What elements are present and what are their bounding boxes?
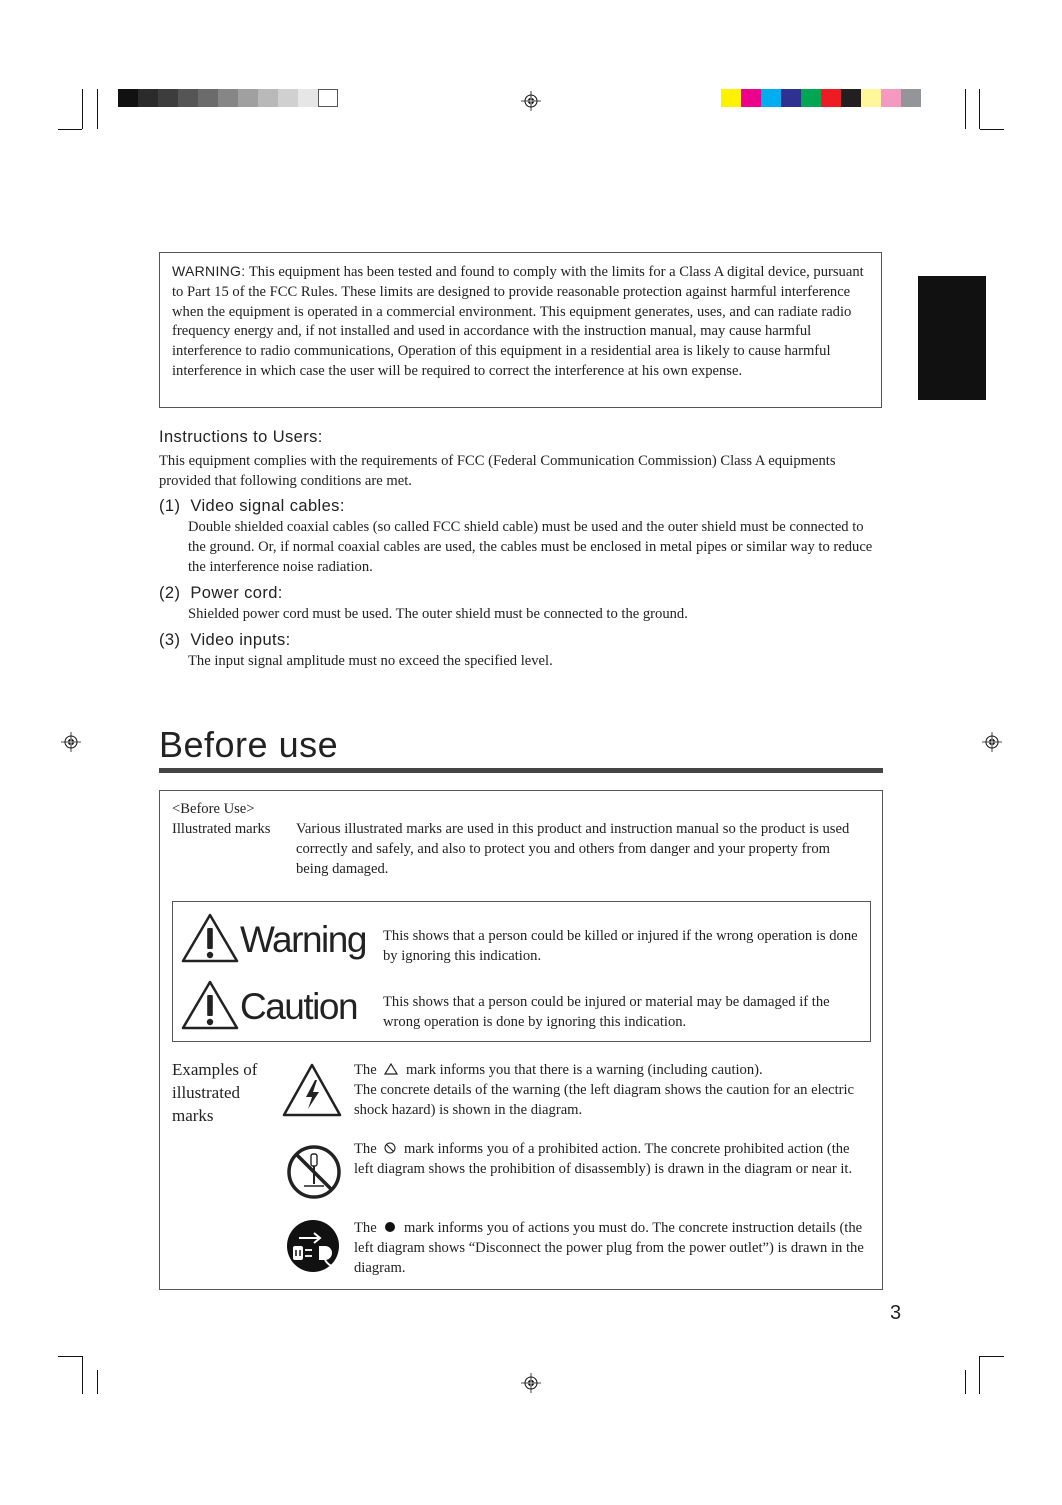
color-swatch: [198, 89, 218, 107]
warning-word: Warning: [240, 919, 366, 960]
color-swatch: [298, 89, 318, 107]
warning-lead: WARNING:: [172, 263, 246, 279]
color-swatch: [218, 89, 238, 107]
warning-text: This equipment has been tested and found to comply with the limits for a Class A digital device, pursuant to Part 15 of the FCC Rules. These limits are designed to provide reasonable protection against harmful interference when the equipment is operated in a commercial environment. This equipment generates, uses, and can radiate radio frequency energy and, if not installed and used in accordance with the instruction manual, may cause harmful interference to radio communications, Operation of this equipment in a residential area is likely to cause harmful interference in which case the user will be required to correct the interference at his own expense.: [172, 264, 864, 379]
color-swatch: [841, 89, 861, 107]
item-number: (3): [159, 631, 181, 649]
unplug-power-icon: [285, 1218, 341, 1274]
ex-post: mark informs you that there is a warning (including caution).: [406, 1062, 763, 1078]
color-swatch: [178, 89, 198, 107]
section-tab: [918, 276, 986, 400]
registration-mark-icon: [982, 732, 1002, 752]
instruction-item-title: [159, 497, 345, 516]
color-swatch: [741, 89, 761, 107]
color-swatch: [318, 89, 338, 107]
color-swatch: [861, 89, 881, 107]
illustrated-marks-text: Various illustrated marks are used in this product and instruction manual so the product is used correctly and safely, and also to protect you and others from danger and your property from being damaged.: [296, 821, 850, 877]
example-prohibited-text: [354, 1139, 869, 1179]
color-swatch: [761, 89, 781, 107]
warning-triangle-icon: [181, 913, 239, 963]
item-title: Video inputs:: [190, 631, 291, 649]
color-calibration-bar: [721, 89, 921, 107]
color-swatch: [881, 89, 901, 107]
color-swatch: [118, 89, 138, 107]
instruction-item-title: [159, 631, 291, 650]
instruction-item-text: Double shielded coaxial cables (so called FCC shield cable) must be used and the outer shield must be connected to the ground. Or, if normal coaxial cables are used, the cables must be enclosed in metal pipes or similar way to reduce the interference noise radiation.: [188, 519, 873, 575]
fcc-warning-box: [159, 252, 882, 408]
ex-post: mark informs you of a prohibited action. The concrete prohibited action (the left diagram shows the prohibition of disassembly) is drawn in the diagram or near it.: [354, 1141, 853, 1177]
registration-mark-icon: [521, 1373, 541, 1393]
color-swatch: [278, 89, 298, 107]
color-swatch: [138, 89, 158, 107]
ex-pre: The: [354, 1062, 377, 1078]
small-filled-circle-icon: [384, 1221, 396, 1233]
electric-shock-icon: [282, 1063, 342, 1117]
item-number: (1): [159, 497, 181, 515]
caution-description: This shows that a person could be injured or material may be damaged if the wrong operation is done by ignoring this indication.: [383, 994, 830, 1030]
color-swatch: [238, 89, 258, 107]
before-use-tag: <Before Use>: [172, 801, 255, 817]
color-swatch: [158, 89, 178, 107]
instruction-item-title: [159, 584, 283, 603]
ex-pre: The: [354, 1220, 377, 1236]
small-triangle-icon: [384, 1063, 398, 1075]
color-swatch: [258, 89, 278, 107]
color-swatch: [901, 89, 921, 107]
item-title: Power cord:: [190, 584, 283, 602]
registration-mark-icon: [61, 732, 81, 752]
color-swatch: [801, 89, 821, 107]
no-disassembly-icon: [286, 1144, 342, 1200]
title-rule: [159, 768, 883, 773]
ex-pre: The: [354, 1141, 377, 1157]
section-title: Before use: [159, 724, 339, 765]
examples-label: Examples of illustrated marks: [172, 1060, 258, 1125]
registration-mark-icon: [521, 91, 541, 111]
instruction-item-text: Shielded power cord must be used. The outer shield must be connected to the ground.: [188, 606, 688, 622]
small-prohibition-icon: [384, 1142, 396, 1154]
instructions-intro: This equipment complies with the requirements of FCC (Federal Communication Commission) Class A equipments provided that following conditions are met.: [159, 453, 836, 489]
instructions-heading: Instructions to Users:: [159, 428, 323, 446]
color-swatch: [781, 89, 801, 107]
caution-word: Caution: [240, 986, 358, 1027]
gray-calibration-bar: [118, 89, 338, 107]
instruction-item-text: The input signal amplitude must no exceed the specified level.: [188, 653, 553, 669]
example-warning-text: [354, 1060, 869, 1120]
example-mandatory-text: [354, 1218, 869, 1278]
color-swatch: [821, 89, 841, 107]
item-title: Video signal cables:: [190, 497, 345, 515]
caution-triangle-icon: [181, 980, 239, 1030]
illustrated-marks-label: Illustrated marks: [172, 821, 271, 837]
ex-post: mark informs you of actions you must do. The concrete instruction details (the left diagram shows “Disconnect the power plug from the power outlet”) is drawn in the diagram.: [354, 1220, 864, 1276]
page-number: 3: [890, 1302, 902, 1324]
item-number: (2): [159, 584, 181, 602]
color-swatch: [721, 89, 741, 107]
ex-rest: The concrete details of the warning (the left diagram shows the caution for an electric shock hazard) is shown in the diagram.: [354, 1082, 855, 1118]
warning-description: This shows that a person could be killed or injured if the wrong operation is done by ignoring this indication.: [383, 928, 858, 964]
